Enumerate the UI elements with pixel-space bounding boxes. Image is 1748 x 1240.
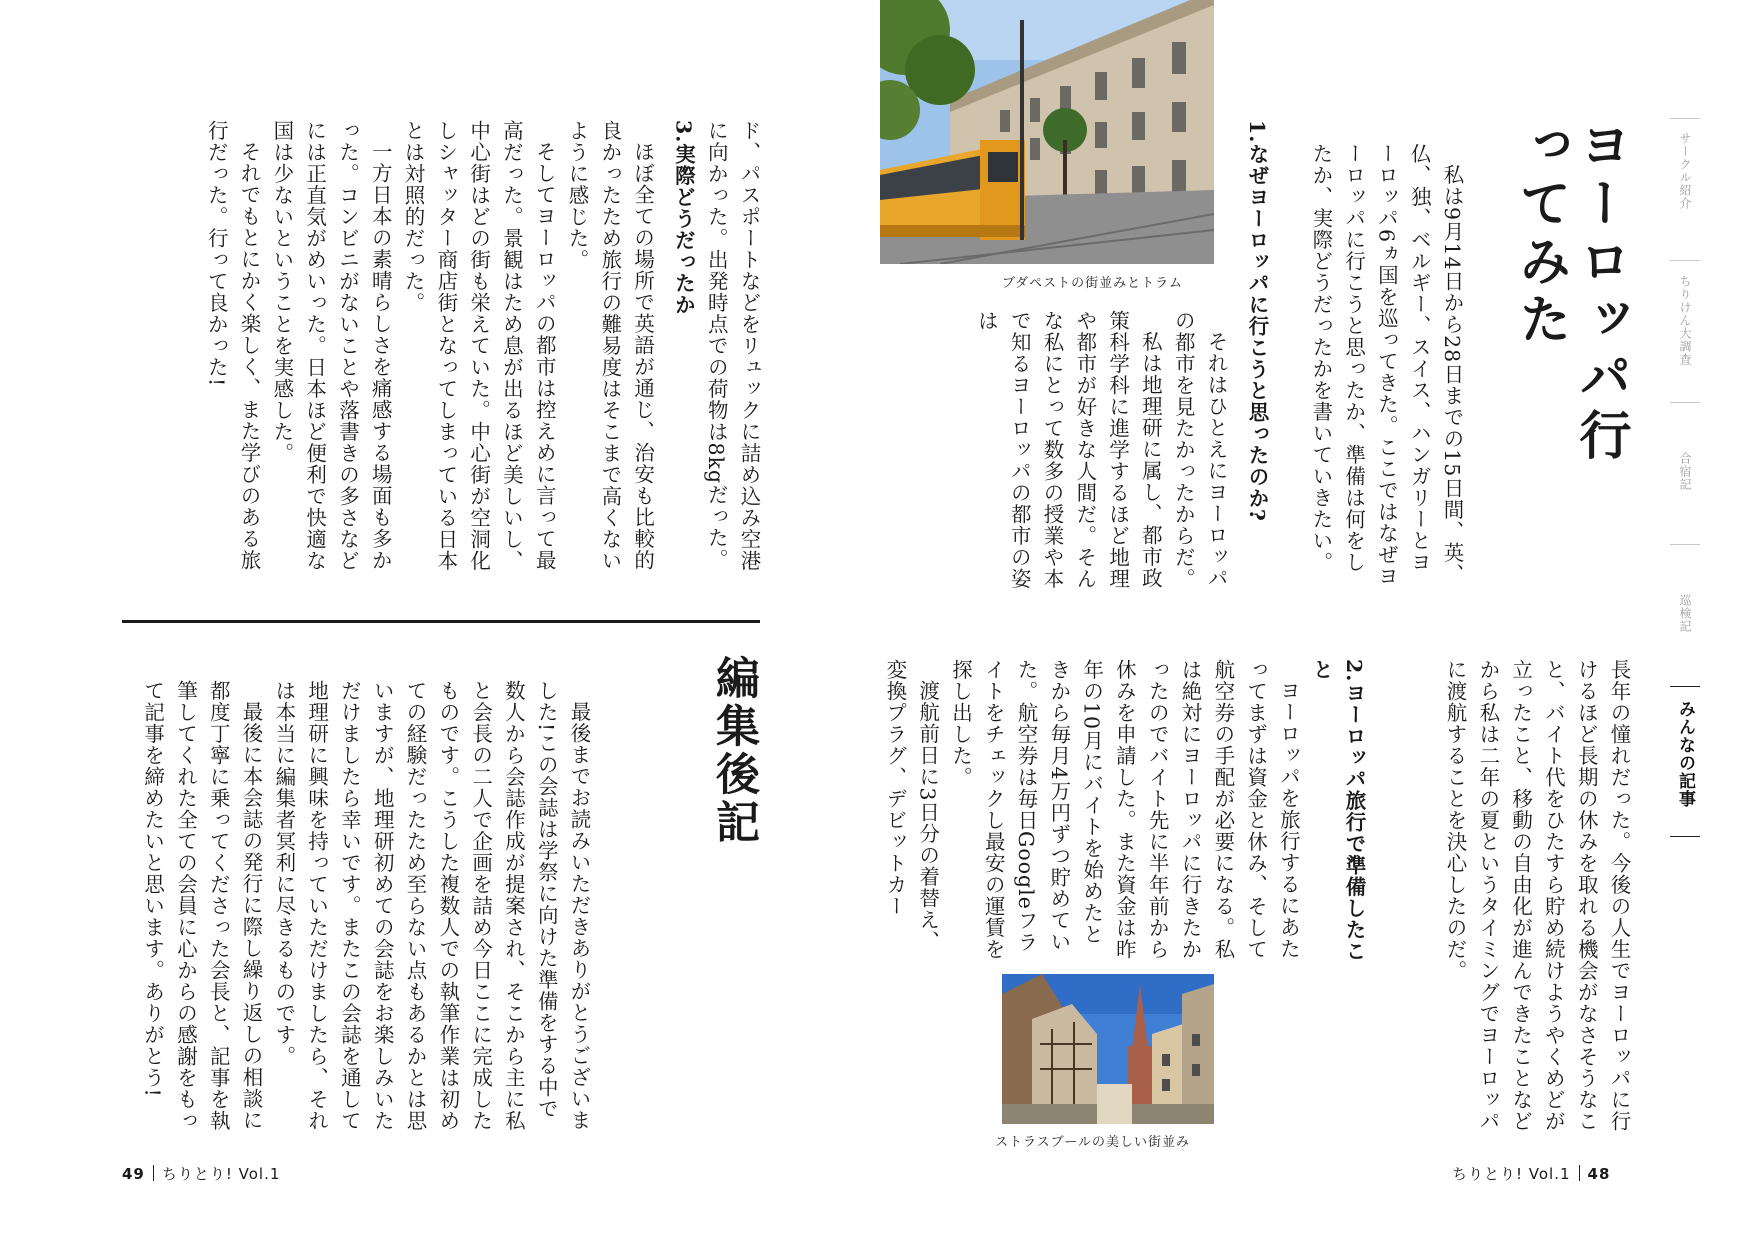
section-divider [122, 620, 760, 623]
folio-separator [1579, 1165, 1580, 1181]
section3-paragraph-3: 一方日本の素晴らしさを痛感する場面も多かった。コンビニがないことや落書きの多さなどには正直気がめいった。日本ほど便利で快適な国は少ないということを実感した。 [269, 120, 393, 572]
section1-paragraph-2: 私は地理研に属し、都市政策科学科に進学するほど地理や都市が好きな人間だ。そんな私にとって数多の授業や本で知るヨーロッパの都市の姿は [974, 310, 1163, 590]
page-footer-left [122, 1163, 280, 1184]
intro-text [1306, 143, 1468, 593]
photo2-caption: ストラスブールの美しい街並み [995, 1135, 1190, 1150]
editor-paragraph-1: 最後までお読みいただきありがとうございました!この会誌は学祭に向けた準備をする中で数人から会誌作成が提案され、そこから主に私と会長の二人で企画を詰め今日ここに完成したものです。こうした複数人での執筆作業は初めての経験だったため至らない点もあるかとは思いますが、地理研初めての会誌をお楽しみいただけましたら幸いです。またこの会誌を通して地理研に興味を持っていただけましたら、それは本当に編集者冥利に尽きるものです。 [271, 680, 591, 1132]
section1-body [974, 310, 1232, 594]
page-number: 49 [122, 1165, 145, 1183]
section2-paragraph-2: 渡航前日に3日分の着替え、変換プラグ、デビットカー [882, 659, 940, 952]
intro-paragraph: 私は9月14日から28日までの15日間、英、仏、独、ベルギー、スイス、ハンガリーとヨーロッパ6ヵ国を巡ってきた。ここではなぜヨーロッパに行こうと思ったか、準備は何をしたか、実際どうだったかを書いていきたい。 [1308, 143, 1464, 588]
tab-circle-intro[interactable]: サークル紹介 [1678, 132, 1692, 210]
section3-heading: 3.実際どうだったか [671, 120, 696, 316]
strasbourg-image [1002, 974, 1214, 1124]
budapest-tram-image [880, 0, 1214, 264]
folio-separator [153, 1165, 154, 1181]
section2-block [882, 659, 1370, 964]
lower-right-text [1440, 659, 1635, 1134]
section2-paragraph-1: ヨーロッパを旅行するにあたってまずは資金と休み、そして航空券の手配が必要になる。私は絶対にヨーロッパに行きたかったのでバイト先に半年前から休みを申請した。また資金は昨年の10月にバイトを始めたときから毎月4万円ずつ貯めていた。航空券は毎日Googleフライトをチェックし最安の運賃を探し出した。 [948, 659, 1301, 960]
tab-survey[interactable]: ちりけん大調査 [1678, 275, 1692, 366]
tab-field-report[interactable]: 巡検記 [1678, 594, 1692, 633]
left-top-paragraph: ド、パスポートなどをリュックに詰め込み空港に向かった。出発時点での荷物は8kgだった。 [704, 120, 761, 572]
budapest-tram-photo [880, 0, 1214, 264]
lower-paragraph-1: 長年の憧れだった。今後の人生でヨーロッパに行けるほど長期の休みを取れる機会がなさそうなこと、バイト代をひたすら貯め続けようやくめどが立ったこと、移動の自由化が進んできたことなどから私は二年の夏というタイミングでヨーロッパに渡航することを決心したのだ。 [1443, 659, 1631, 1132]
page-number: 48 [1587, 1165, 1611, 1183]
page-footer-right [1452, 1163, 1610, 1184]
tab-divider [1670, 118, 1700, 119]
strasbourg-photo [1002, 974, 1214, 1124]
tab-divider [1670, 686, 1700, 687]
tab-camp-report[interactable]: 合宿記 [1678, 452, 1692, 491]
section1-heading-block [1237, 120, 1273, 590]
editor-note-body [120, 680, 595, 1132]
section1-paragraph-1: それはひとえにヨーロッパの都市を見たかったからだ。 [1171, 310, 1228, 590]
editor-paragraph-2: 最後に本会誌の発行に際し繰り返しの相談に都度丁寧に乗ってくださった会長と、記事を執筆してくれた全ての会員に心からの感謝をもって記事を締めたいと思います。ありがとう! [140, 680, 264, 1132]
photo1-caption: ブダペストの街並みとトラム [1002, 276, 1183, 291]
left-article-text [147, 120, 765, 590]
tab-divider [1670, 260, 1700, 261]
section3-paragraph-1: ほぼ全ての場所で英語が通じ、治安も比較的良かったため旅行の難易度はそこまで高くないように感じた。 [565, 120, 655, 572]
tab-divider [1670, 402, 1700, 403]
section1-heading: 1.なぜヨーロッパに行こうと思ったのか? [1245, 120, 1269, 522]
magazine-name: ちりとり! Vol.1 [1452, 1165, 1571, 1183]
magazine-name: ちりとり! Vol.1 [161, 1165, 281, 1183]
section3-paragraph-2: そしてヨーロッパの都市は控えめに言って最高だった。景観はため息が出るほど美しいし、中心街はどの街も栄えていた。中心街が空洞化しシャッター商店街となってしまっている日本とは対照的だった。 [401, 120, 557, 572]
section2-heading: 2.ヨーロッパ旅行で準備したこと [1309, 659, 1366, 962]
tab-divider [1670, 836, 1700, 837]
article-title: ヨーロッパ行ってみた [1510, 118, 1631, 466]
tab-members-articles[interactable]: みんなの記事 [1675, 700, 1695, 808]
section3-paragraph-4: それでもとにかく楽しく、また学びのある旅行だった。行って良かった! [204, 120, 262, 571]
tab-divider [1670, 544, 1700, 545]
editor-note-title: 編集後記 [708, 655, 759, 847]
